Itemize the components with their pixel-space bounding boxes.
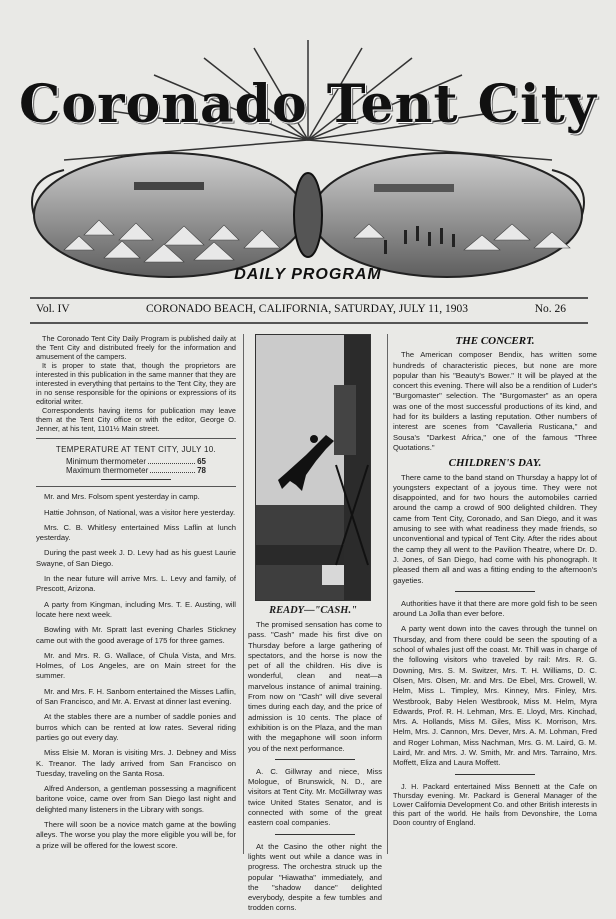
temperature-row-min (66, 457, 206, 466)
news-item: Mr. and Mrs. Folsom spent yesterday in camp. (44, 492, 200, 502)
masthead-title: Coronado Tent City (19, 74, 597, 135)
news-item: In the near future will arrive Mrs. L. Levy and family, of Prescott, Arizona. (36, 574, 236, 594)
volume-number: Vol. IV (36, 303, 70, 315)
gold-fish-item: Authorities have it that there are more gold fish to be seen around La Jolla than ever before. (393, 598, 597, 619)
masthead (14, 40, 602, 290)
news-item: There will soon be a novice match game at the bowling alleys. The worse you play the more eligible you will be, for a prize will be offered for the lowest score. (36, 820, 236, 850)
notice-paragraph: The Coronado Tent City Daily Program is published daily at the Tent City and distributed freely for the information and amusement of the campers. (36, 334, 236, 361)
diving-horse-illustration (256, 335, 370, 600)
gillwray-item: A. C. Gillwray and niece, Miss Mologue, of Brunswick, N. D., are visitors at Tent City. Mr. McGillwray was twice United States Senator, and is connected with some of the great eastern coal companies. (248, 766, 382, 828)
news-item: Mrs. C. B. Whitlesy entertained Miss Laflin at lunch yesterday. (36, 522, 236, 543)
casino-item: At the Casino the other night the lights went out while a dance was in progress. The orchestra struck up the popular "Hiawatha" immediately, and the "shadow dance" delighted everybody, despite a few tumbles and trodden corns. (248, 841, 382, 913)
news-item: Hattie Johnson, of National, was a visitor here yesterday. (44, 507, 236, 517)
temperature-row-max (66, 466, 206, 475)
notice-paragraph: It is proper to state that, though the proprietors are interested in this publication in the same manner that they are interested in everything that pertains to the Tent City, they are in no sense responsible for the opinions or expressions of its editorial writer. (36, 361, 236, 406)
concert-heading: THE CONCERT. (455, 335, 535, 347)
divider (455, 774, 535, 775)
cash-story: The promised sensation has come to pass. "Cash" made his first dive on Thursday before a large gathering of spectators, and the horse is now the pet of all the children. His dive is wonderful, clean and neat—a marvelous instance of animal training. From now on "Cash" will dive several times during each day, and the price of admission is 10 cents. The place of exhibition is on the Plaza, and the man with the megaphone will soon inform you of the next performance. (248, 620, 382, 753)
temperature-box (36, 438, 236, 487)
news-item: At the stables there are a number of saddle ponies and burros which can be rented at low rates. Several riding parties go out every day. (36, 712, 236, 742)
temperature-value: 65 (197, 457, 206, 467)
packard-item: J. H. Packard entertained Miss Bennett at the Cafe on Thursday evening. Mr. Packard is General Manager of the Lower California Development Co. and other British interests in this part of the world. He hails from Devonshire, the Lorna Doon country of England. (393, 781, 597, 827)
divider (101, 479, 171, 480)
news-item: Miss Elsie M. Moran is visiting Mrs. J. Debney and Miss K. Treanor. The lady arrived from San Francisco on Tuesday, traveling on the Santa Rosa. (36, 748, 236, 778)
divider (275, 834, 355, 835)
left-column (36, 334, 236, 856)
publication-notice (36, 334, 236, 433)
middle-column (248, 620, 382, 919)
notice-paragraph: Correspondents having items for publication may leave them at the Tent City office or with the editor, George O. Jenner, at his tent, 1101½ Main street. (36, 406, 236, 433)
divider (455, 591, 535, 592)
photo-caption: READY—"CASH." (269, 605, 357, 616)
column-divider (387, 334, 388, 854)
news-item: Alfred Anderson, a gentleman possessing a magnificent baritone voice, came over from San Diego last night and delighted many listeners in the Library with songs. (36, 784, 236, 814)
childrens-day-heading: CHILDREN'S DAY. (448, 457, 542, 470)
column-divider (243, 334, 244, 854)
temperature-title: TEMPERATURE AT TENT CITY, JULY 10. (55, 445, 217, 454)
issue-number: No. 26 (534, 303, 566, 315)
diving-horse-photo (255, 334, 371, 601)
daily-program-subtitle: DAILY PROGRAM (234, 266, 382, 283)
caves-item: A party went down into the caves through the tunnel on Thursday, and from there could be seen the spouting of a school of whales just off the coast. Mr. Thill was in charge of the following visitors who traveled by rail: Mrs. R. G. Downing, Mrs. S. M. Switzer, Mrs. T. H. Williams, D. C. Olsen, Mrs. Olsen, Mr. and Mrs. De Ebel, Mrs. Crowell, W. Helm, Miss L. Timpley, Mrs. Kinney, Mrs. Finley, Mrs. Westbrook, Baby Helen Westbrook, Miss M. Helm, Myra Edwards, Prof. R. H. Lehman, Mrs. E. Lloyd, Mrs. Kinchad, Mrs. A. Hollands, Miss M. Giles, Miss K. Morrison, Mrs. Helm, Mrs. J. Cannon, Mrs. Dever, Mrs. A. M. Lohman, Fred and Roger Lohman, Miss Nachman, Mrs. G. M. Laird, G. M. Laird, Mr. and Mrs. J. W. Smith, Mr. and Mrs. Tarraino, Mrs. Moffett, Eliza and Laura Moffett. (393, 624, 597, 768)
childrens-day-story: There came to the band stand on Thursday a happy lot of youngsters expectant of a joyous time. They were not disappointed, and for two hours the automobiles carried around the camp a crowd of 900 delighted children. They came from Tent City, Coronado, and San Diego, and it was amusing to see with what readiness they made friends, so unconventional and typical of Tent City. After the rides about the camp they all went to the Pavilion Theatre, where Dr. D. J. Jones, of San Diego, had come with his phonograph. It pleased them all and was a fitting ending to the afternoon's gayeties. (393, 472, 597, 585)
concert-story: The American composer Bendix, has written some hundreds of characteristic pieces, but none are more popular than his "Beauty's Bower." It will be played at the concert this evening. There will also be a rendition of Luder's "Burgomaster" selection. The "Burgomaster" as an opera was one of the most successful productions of its kind, and had for its builders a lasting reputation. Other numbers of interest are scenes from "Cavalleria Rusticana," and Sousa's "Darkest Africa," one of the famous "Three Quotations." (393, 350, 597, 452)
right-column (393, 334, 597, 832)
place-and-date: CORONADO BEACH, CALIFORNIA, SATURDAY, JULY 11, 1903 (146, 303, 468, 315)
news-item: A party from Kingman, including Mrs. T. E. Austing, will locate here next week. (36, 599, 236, 619)
news-item: Mr. and Mrs. R. G. Wallace, of Chula Vista, and Mrs. Holmes, of Los Angeles, are on Main street for the summer. (36, 650, 236, 681)
temperature-label: Minimum thermometer (66, 457, 147, 467)
news-item: Mr. and Mrs. F. H. Sanborn entertained the Misses Laflin, of San Francisco, and Mr. A. Ervast at dinner last evening. (36, 686, 236, 707)
news-item: During the past week J. D. Levy had as his guest Laurie Swayne, of San Diego. (36, 548, 236, 568)
temperature-label: Maximum thermometer (66, 466, 149, 476)
news-item: Bowling with Mr. Spratt last evening Charles Stickney came out with the good average of 175 for three games. (36, 625, 236, 645)
temperature-value: 78 (197, 466, 206, 476)
top-rule (30, 297, 588, 299)
divider (275, 759, 355, 760)
bottom-rule (30, 322, 588, 324)
